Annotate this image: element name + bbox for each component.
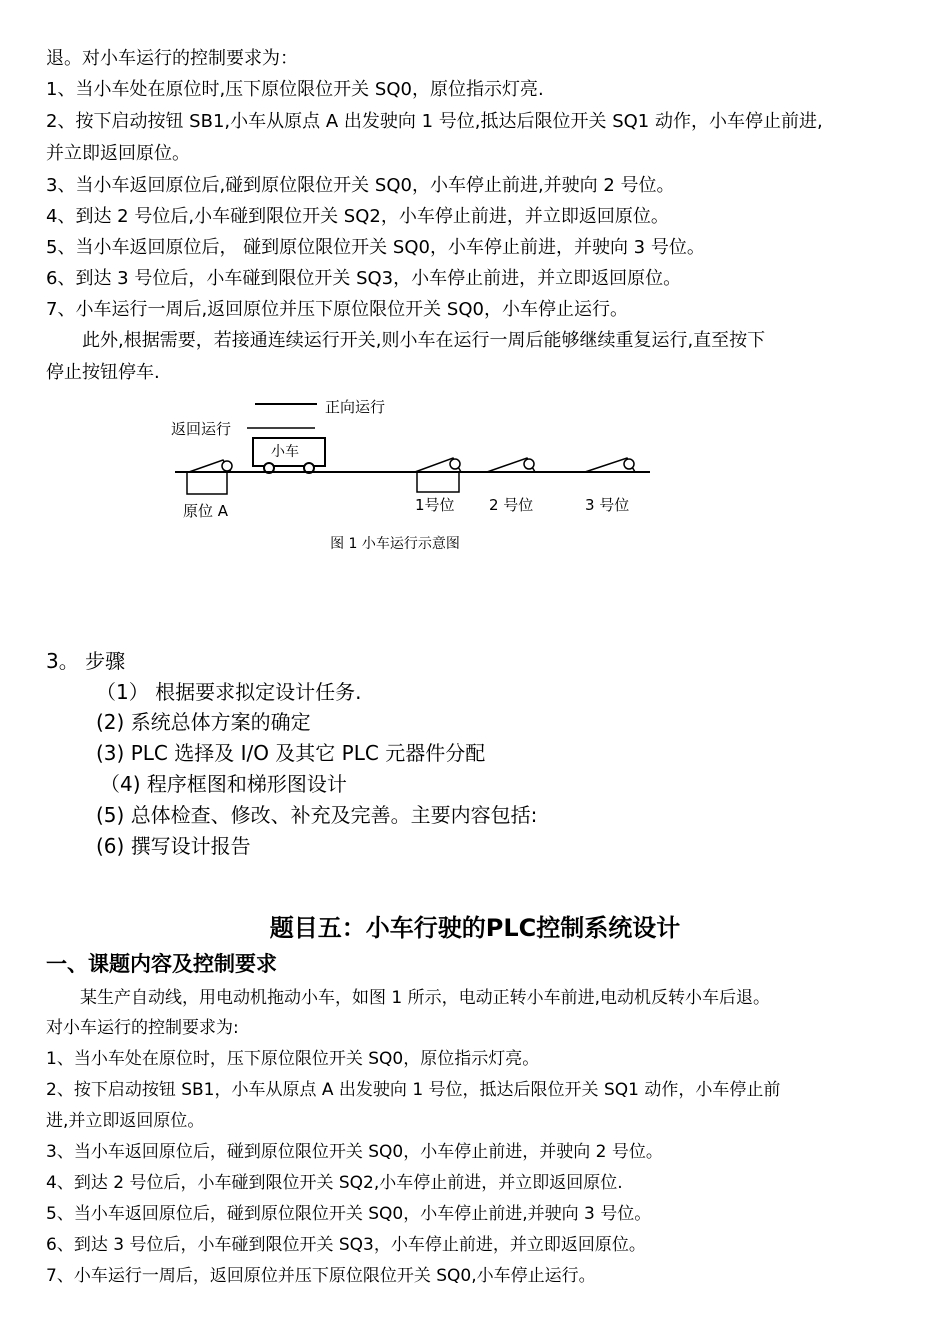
text-line: 5、当小车返回原位后， 碰到原位限位开关 SQ0，小车停止前进，并驶向 3 号位。 bbox=[46, 237, 705, 258]
pos3-label: 3 号位 bbox=[585, 496, 630, 514]
car-diagram bbox=[165, 392, 665, 522]
switch-roller bbox=[222, 461, 232, 471]
text-line: 某生产自动线，用电动机拖动小车，如图 1 所示，电动正转小车前进,电动机反转小车后退。 bbox=[46, 988, 771, 1008]
text-line: 6、到达 3 号位后，小车碰到限位开关 SQ3，小车停止前进，并立即返回原位。 bbox=[46, 268, 682, 289]
text-line: 5、当小车返回原位后，碰到原位限位开关 SQ0，小车停止前进,并驶向 3 号位。 bbox=[46, 1204, 652, 1224]
text-line: 2、按下启动按钮 SB1，小车从原点 A 出发驶向 1 号位，抵达后限位开关 SQ1 动作，小车停止前 bbox=[46, 1080, 781, 1100]
page-title: 题目五：小车行驶的PLC控制系统设计 bbox=[269, 914, 681, 942]
pos1-box bbox=[417, 472, 459, 492]
text-line: 对小车运行的控制要求为: bbox=[46, 1018, 239, 1038]
switch-roller bbox=[450, 459, 460, 469]
text-line: 7、小车运行一周后，返回原位并压下原位限位开关 SQ0,小车停止运行。 bbox=[46, 1266, 596, 1286]
text-line: 停止按钮停车. bbox=[46, 362, 160, 383]
text-line: 退。对小车运行的控制要求为： bbox=[46, 48, 298, 69]
text-line: 4、到达 2 号位后，小车碰到限位开关 SQ2,小车停止前进，并立即返回原位. bbox=[46, 1173, 623, 1193]
pos2-label: 2 号位 bbox=[489, 496, 534, 514]
origin-label: 原位 A bbox=[183, 502, 229, 520]
step-item: （1） 根据要求拟定设计任务. bbox=[96, 680, 362, 704]
step-item: （4) 程序框图和梯形图设计 bbox=[100, 772, 347, 796]
text-line: 6、到达 3 号位后，小车碰到限位开关 SQ3，小车停止前进，并立即返回原位。 bbox=[46, 1235, 646, 1255]
return-label: 返回运行 bbox=[171, 420, 232, 438]
step-item: (6) 撰写设计报告 bbox=[96, 834, 251, 858]
pos1-label: 1号位 bbox=[415, 496, 455, 514]
forward-label: 正向运行 bbox=[325, 398, 386, 416]
figure-caption: 图 1 小车运行示意图 bbox=[330, 536, 460, 552]
step-item: (3) PLC 选择及 I/O 及其它 PLC 元器件分配 bbox=[96, 741, 486, 765]
section-heading: 一、课题内容及控制要求 bbox=[46, 952, 277, 976]
step-item: (2) 系统总体方案的确定 bbox=[96, 710, 311, 734]
text-line: 1、当小车处在原位时，压下原位限位开关 SQ0，原位指示灯亮。 bbox=[46, 1049, 540, 1069]
text-line: 3、当小车返回原位后，碰到原位限位开关 SQ0，小车停止前进，并驶向 2 号位。 bbox=[46, 1142, 663, 1162]
text-line: 并立即返回原位。 bbox=[46, 143, 190, 164]
text-line: 进,并立即返回原位。 bbox=[46, 1111, 205, 1131]
steps-heading: 3。 步骤 bbox=[46, 649, 126, 673]
step-item: (5) 总体检查、修改、补充及完善。主要内容包括: bbox=[96, 803, 538, 827]
origin-box bbox=[187, 472, 227, 494]
text-line: 4、到达 2 号位后,小车碰到限位开关 SQ2，小车停止前进，并立即返回原位。 bbox=[46, 206, 669, 227]
text-line: 此外,根据需要，若接通连续运行开关,则小车在运行一周后能够继续重复运行,直至按下 bbox=[46, 330, 766, 351]
switch-roller bbox=[624, 459, 634, 469]
switch-roller bbox=[524, 459, 534, 469]
text-line: 1、当小车处在原位时,压下原位限位开关 SQ0，原位指示灯亮. bbox=[46, 79, 544, 100]
text-line: 3、当小车返回原位后,碰到原位限位开关 SQ0，小车停止前进,并驶向 2 号位。 bbox=[46, 175, 675, 196]
text-line: 2、按下启动按钮 SB1,小车从原点 A 出发驶向 1 号位,抵达后限位开关 SQ1 动作，小车停止前进, bbox=[46, 111, 823, 132]
car-label: 小车 bbox=[271, 444, 299, 460]
text-line: 7、小车运行一周后,返回原位并压下原位限位开关 SQ0，小车停止运行。 bbox=[46, 299, 628, 320]
